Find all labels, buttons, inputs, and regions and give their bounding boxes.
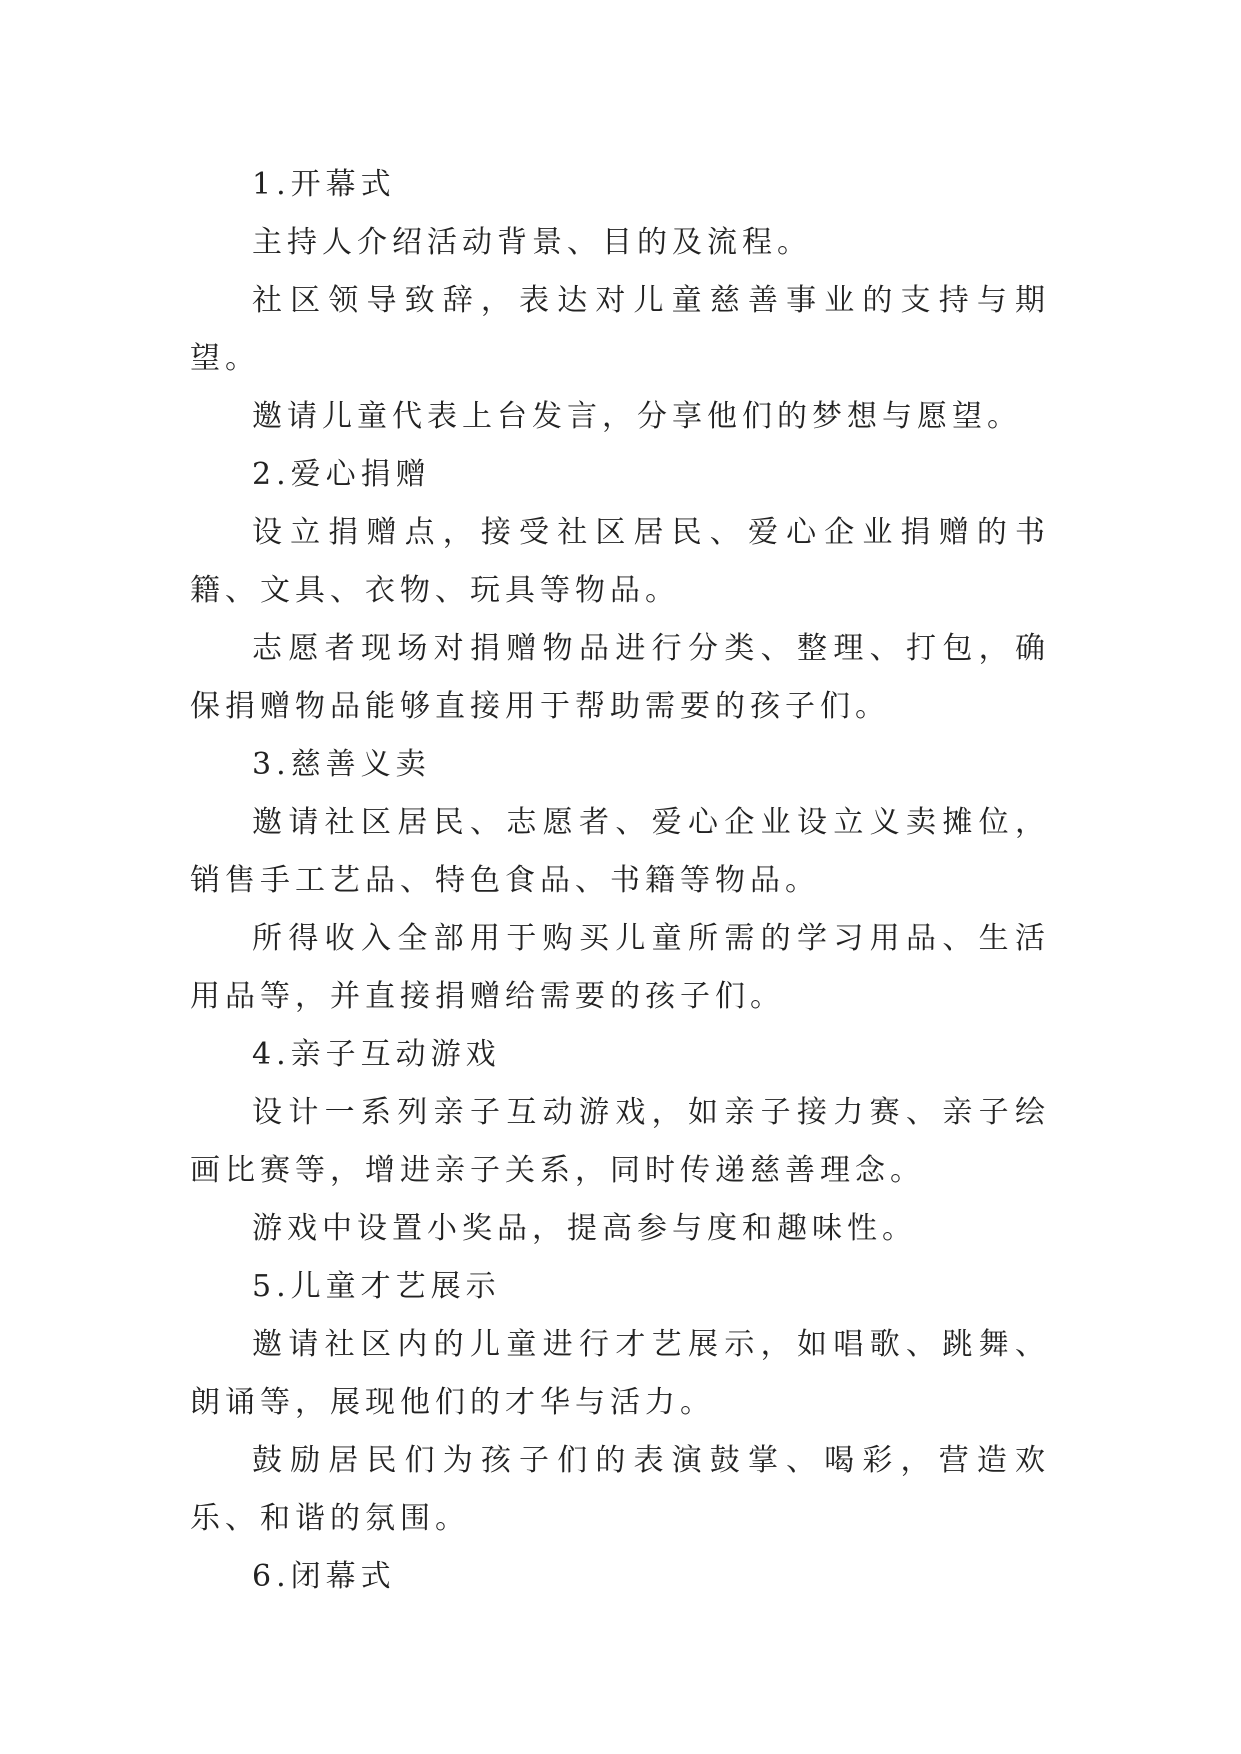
- paragraph: 设计一系列亲子互动游戏，如亲子接力赛、亲子绘画比赛等，增进亲子关系，同时传递慈善理念。: [190, 1095, 1050, 1188]
- section-heading-donation: 2.爱心捐赠: [252, 457, 431, 492]
- paragraph: 社区领导致辞，表达对儿童慈善事业的支持与期望。: [190, 283, 1050, 376]
- paragraph: 邀请社区居民、志愿者、爱心企业设立义卖摊位，销售手工艺品、特色食品、书籍等物品。: [190, 805, 1050, 898]
- paragraph: 主持人介绍活动背景、目的及流程。: [252, 225, 812, 260]
- paragraph: 所得收入全部用于购买儿童所需的学习用品、生活用品等，并直接捐赠给需要的孩子们。: [190, 921, 1050, 1014]
- section-heading-charity-sale: 3.慈善义卖: [252, 747, 431, 782]
- section-heading-talent-show: 5.儿童才艺展示: [252, 1269, 501, 1304]
- section-heading-closing: 6.闭幕式: [252, 1559, 396, 1594]
- paragraph: 邀请社区内的儿童进行才艺展示，如唱歌、跳舞、朗诵等，展现他们的才华与活力。: [190, 1327, 1050, 1420]
- section-heading-opening: 1.开幕式: [252, 167, 396, 202]
- paragraph: 游戏中设置小奖品，提高参与度和趣味性。: [252, 1211, 917, 1246]
- document-body: [190, 156, 1050, 1606]
- paragraph: 志愿者现场对捐赠物品进行分类、整理、打包，确保捐赠物品能够直接用于帮助需要的孩子们。: [190, 631, 1050, 724]
- paragraph: 设立捐赠点，接受社区居民、爱心企业捐赠的书籍、文具、衣物、玩具等物品。: [190, 515, 1050, 608]
- paragraph: 邀请儿童代表上台发言，分享他们的梦想与愿望。: [252, 399, 1022, 434]
- section-heading-parent-child-games: 4.亲子互动游戏: [252, 1037, 501, 1072]
- paragraph: 鼓励居民们为孩子们的表演鼓掌、喝彩，营造欢乐、和谐的氛围。: [190, 1443, 1050, 1536]
